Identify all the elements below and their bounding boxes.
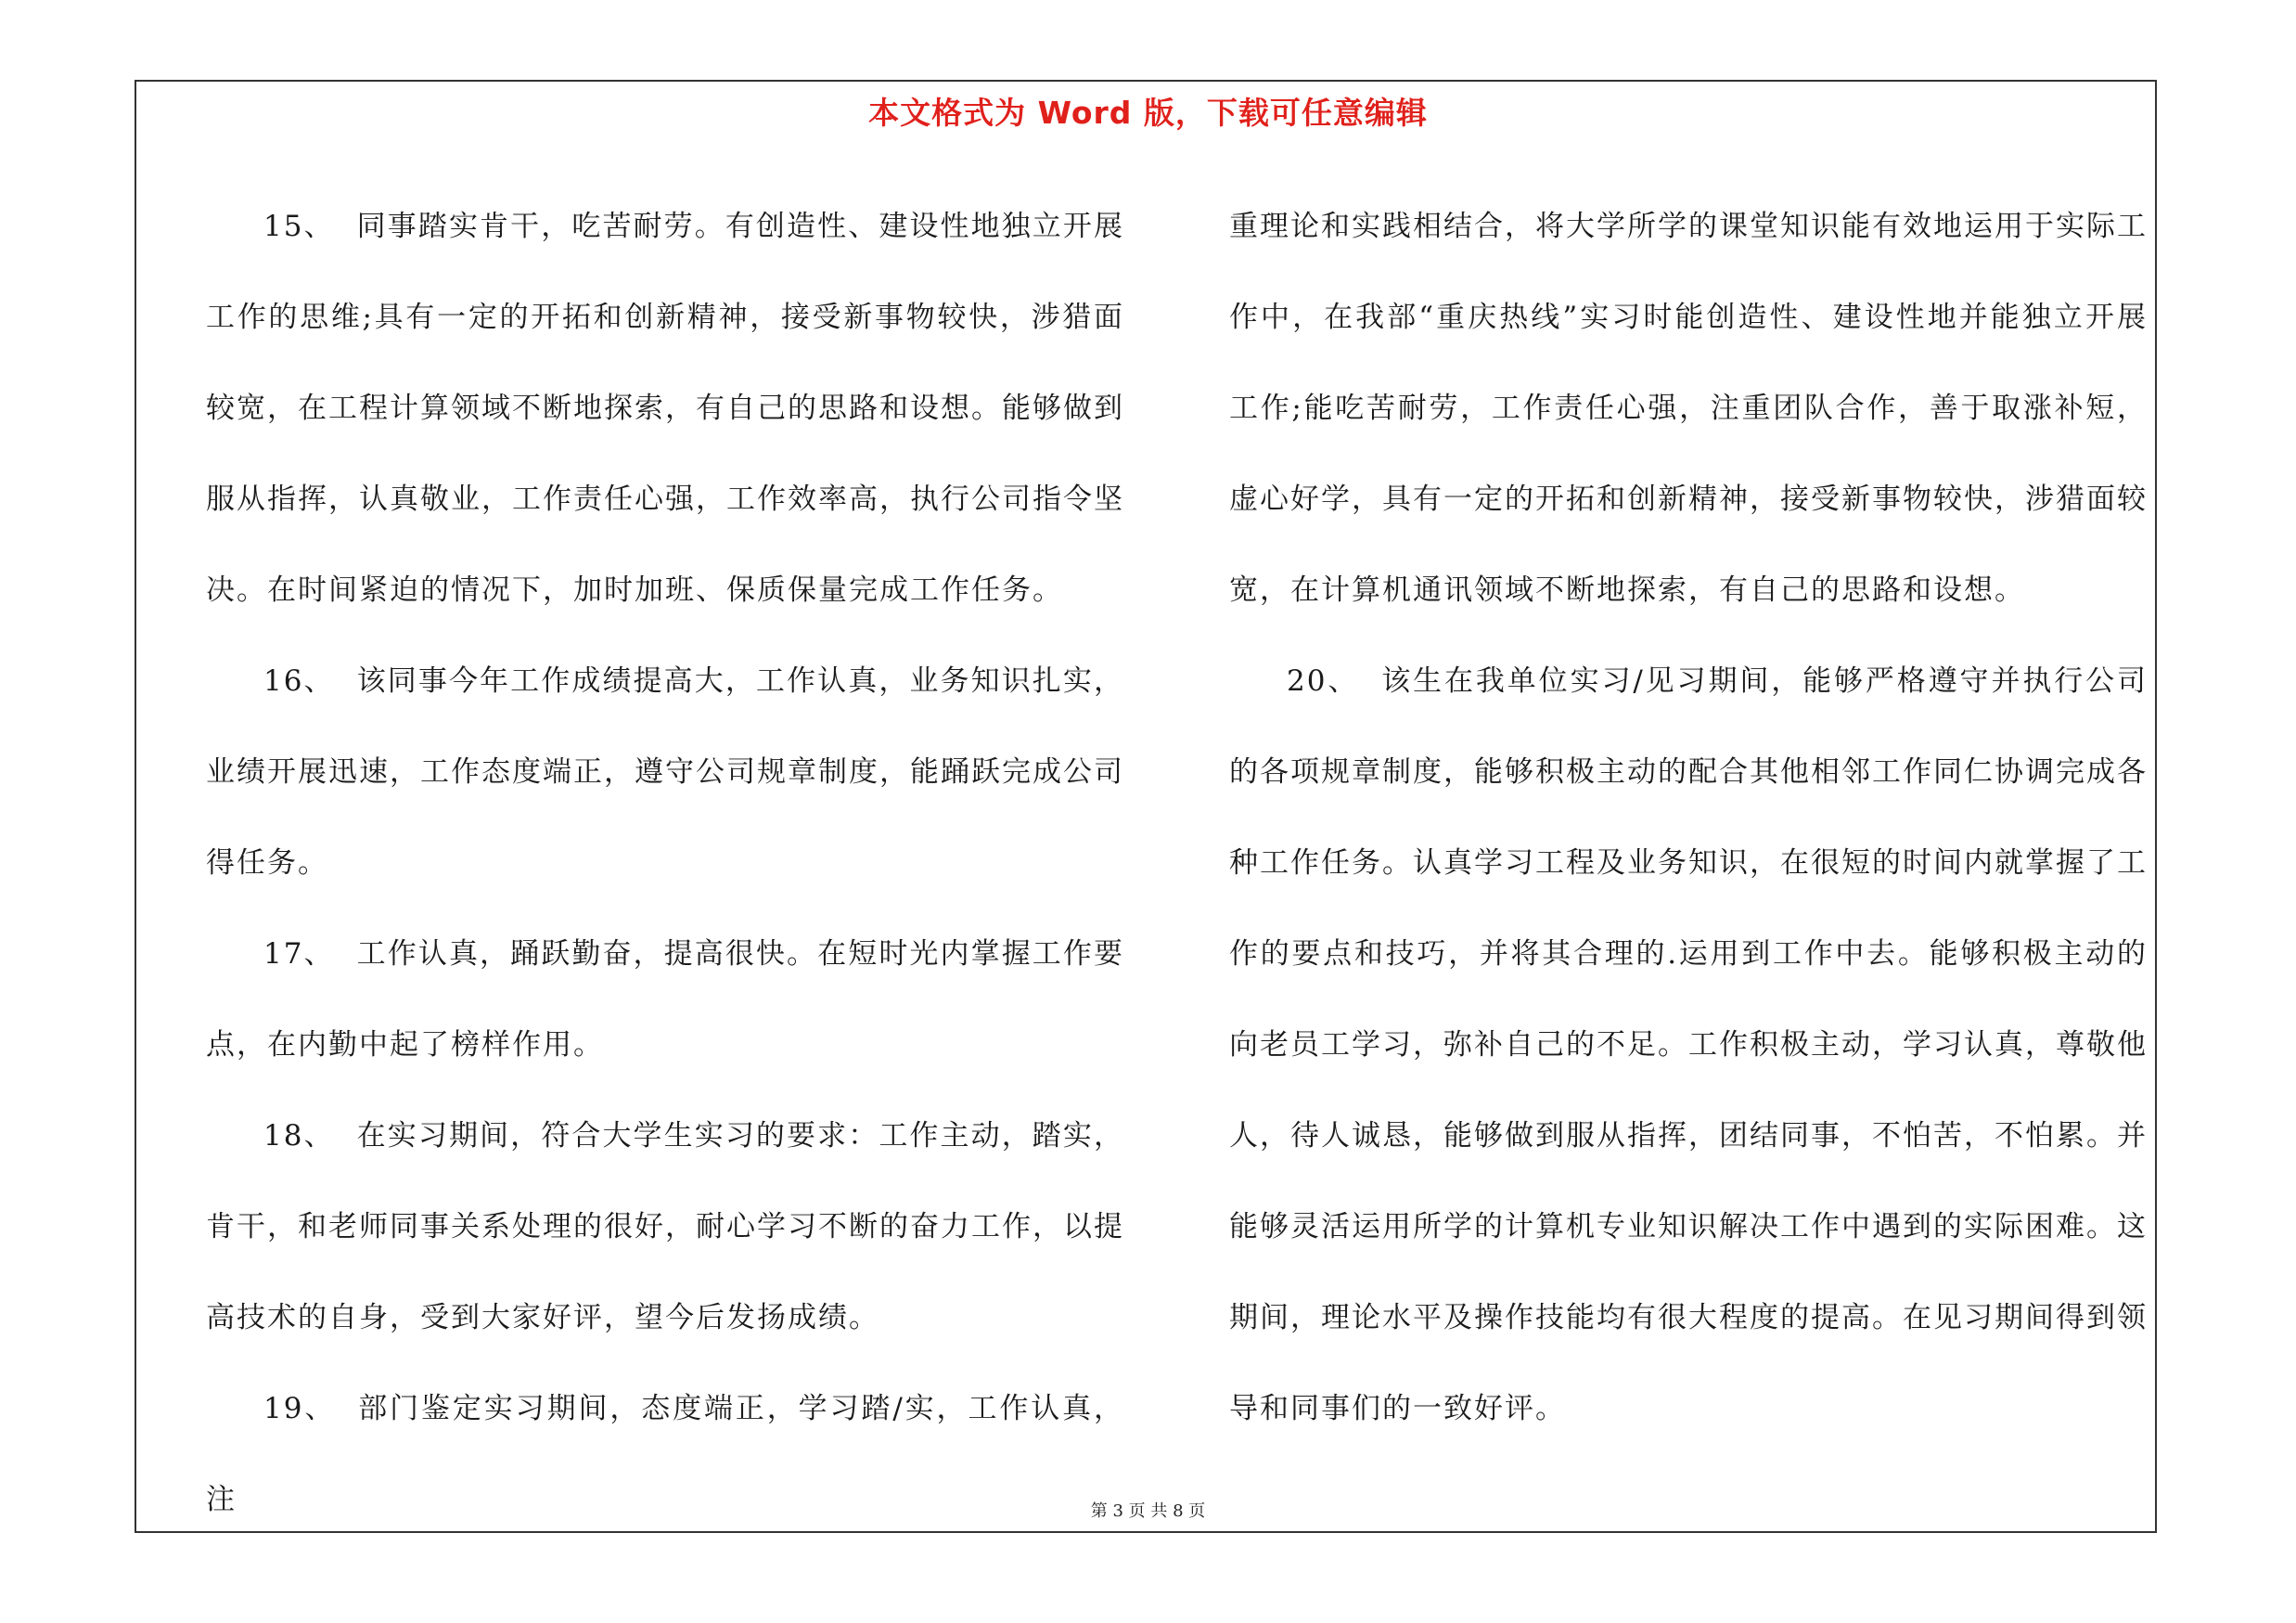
left-column <box>206 181 1124 1545</box>
page-number-footer: 第 3 页 共 8 页 <box>1090 1501 1206 1521</box>
paragraph-number: 19、 <box>263 1392 337 1425</box>
paragraph-text: 部门鉴定实习期间，态度端正，学习踏/实，工作认真，注 <box>206 1392 1124 1516</box>
paragraph-15 <box>206 181 1124 636</box>
paragraph-text: 该生在我单位实习/见习期间，能够严格遵守并执行公司的各项规章制度，能够积极主动的配合其他相邻工作同仁协调完成各种工作任务。认真学习工程及业务知识，在很短的时间内就掌握了工作的要点和技巧，并将其合理的.运用到工作中去。能够积极主动的向老员工学习，弥补自己的不足。工作积极主动，学习认真，尊敬他人，待人诚恳，能够做到服从指挥，团结同事，不怕苦，不怕累。并能够灵活运用所学的计算机专业知识解决工作中遇到的实际困难。这期间，理论水平及操作技能均有很大程度的提高。在见习期间得到领导和同事们的一致好评。 <box>1229 664 2148 1425</box>
paragraph-text: 在实习期间，符合大学生实习的要求：工作主动，踏实，肯干，和老师同事关系处理的很好，耐心学习不断的奋力工作，以提高技术的自身，受到大家好评，望今后发扬成绩。 <box>206 1119 1125 1334</box>
paragraph-20 <box>1229 636 2148 1454</box>
paragraph-text: 该同事今年工作成绩提高大，工作认真，业务知识扎实，业绩开展迅速，工作态度端正，遵守公司规章制度，能踊跃完成公司得任务。 <box>206 664 1125 880</box>
paragraph-text: 工作认真，踊跃勤奋，提高很快。在短时光内掌握工作要点，在内勤中起了榜样作用。 <box>206 937 1125 1062</box>
paragraph-17 <box>206 908 1124 1090</box>
paragraph-text: 同事踏实肯干，吃苦耐劳。有创造性、建设性地独立开展工作的思维;具有一定的开拓和创新精神，接受新事物较快，涉猎面较宽，在工程计算领域不断地探索，有自己的思路和设想。能够做到服从指挥，认真敬业，工作责任心强，工作效率高，执行公司指令坚决。在时间紧迫的情况下，加时加班、保质保量完成工作任务。 <box>206 210 1125 607</box>
paragraph-number: 16、 <box>263 664 335 698</box>
paragraph-18 <box>206 1090 1124 1363</box>
paragraph-number: 15、 <box>263 210 335 243</box>
paragraph-16 <box>206 636 1124 908</box>
right-column <box>1229 181 2148 1454</box>
paragraph-number: 18、 <box>263 1119 335 1153</box>
paragraph-number: 17、 <box>263 937 335 971</box>
paragraph-number: 20、 <box>1287 664 1360 698</box>
word-format-banner: 本文格式为 Word 版，下载可任意编辑 <box>868 95 1428 131</box>
paragraph-19-continuation: 重理论和实践相结合，将大学所学的课堂知识能有效地运用于实际工作中，在我部“重庆热线”实习时能创造性、建设性地并能独立开展工作;能吃苦耐劳，工作责任心强，注重团队合作，善于取涨补短，虚心好学，具有一定的开拓和创新精神，接受新事物较快，涉猎面较宽，在计算机通讯领域不断地探索，有自己的思路和设想。 <box>1229 210 2148 607</box>
